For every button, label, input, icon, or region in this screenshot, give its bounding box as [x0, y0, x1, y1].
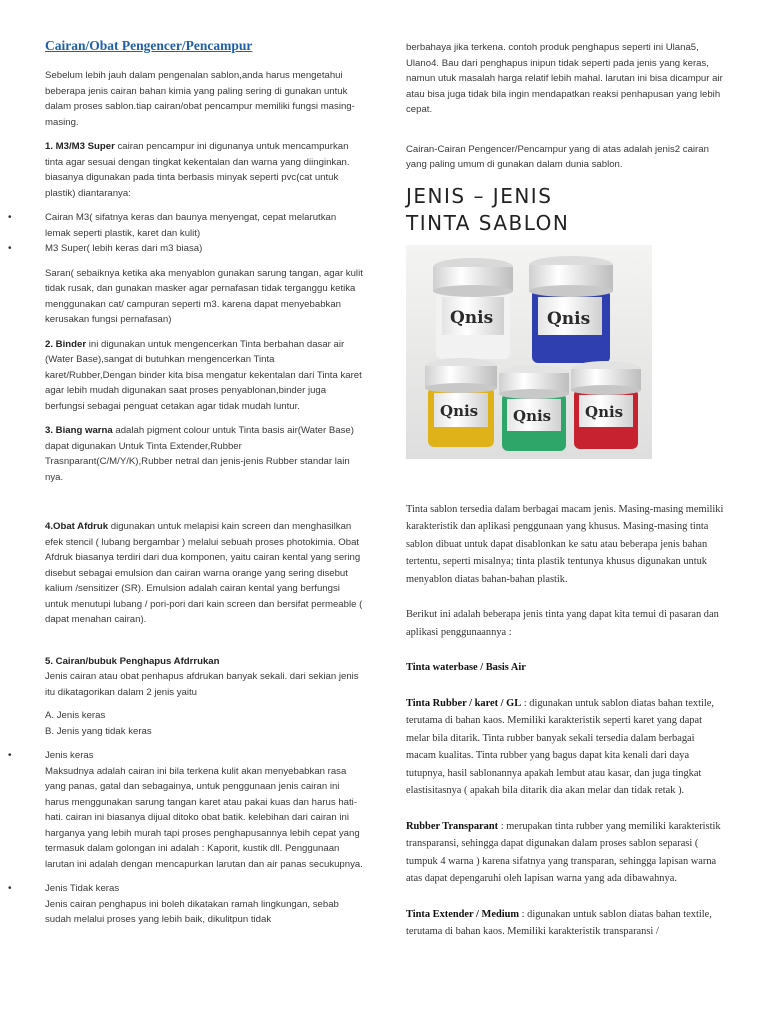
section-m3 — [45, 139, 363, 201]
section-penghapus-text: Jenis cairan atau obat penhapus afdrukan banyak sekali. dari sekian jenis itu dikatagorikan dalam 2 jenis yaitu — [45, 671, 359, 698]
heading-line-1: JENIS – JENIS — [406, 183, 553, 208]
section-obat-afdruk-heading: 4.Obat Afdruk — [45, 521, 109, 532]
tinta-extender-heading: Tinta Extender / Medium — [406, 908, 520, 920]
jar-yellow — [425, 358, 497, 447]
jenis-keras-text: Maksudnya adalah cairan ini bila terkena kulit akan menyebabkan rasa yang panas, gatal dan sebagainya, untuk penggunaan jenis cairan ini harus menggunakan sarung tangan karet atau pakai kuas dan harus hati-hati. cairan ini biasanya dijual ditoko obat batik. kelebihan dari cairan ini harganya yang lebih murah tapi proses penghapusannya lebih cepat yang termasuk dalam golongan ini adalah : Kaporit, kustik dll. Penggunaan larutan ini adalah dengan mencapurkan larutan dan air panas secukupnya. — [45, 765, 363, 870]
section-biang-warna-heading: 3. Biang warna — [45, 425, 113, 436]
m3-safety-note: Saran( sebaiknya ketika aka menyablon gunakan sarung tangan, agar kulit tidak rusak, dan gunakan masker agar pernafasan tidak terganggu ketika menggunakan cat/ campuran seperti m3. karena dapat menyebabkan kerusakan fungsi pernafasan) — [45, 267, 363, 325]
section-obat-afdruk — [45, 519, 363, 628]
jar-brand-label: Qnis — [450, 307, 494, 328]
category-b: B. Jenis yang tidak keras — [45, 725, 152, 737]
section-m3-heading: 1. M3/M3 Super — [45, 141, 115, 152]
tinta-waterbase-heading — [406, 659, 724, 677]
list-item: • M3 Super( lebih keras dari m3 biasa) — [45, 241, 363, 257]
summary-paragraph: Cairan-Cairan Pengencer/Pencampur yang di atas adalah jenis2 cairan yang paling umum di gunakan dalam dunia sablon. — [406, 143, 709, 170]
left-column — [45, 38, 363, 937]
jenis-keras-title: Jenis keras — [45, 750, 94, 761]
tinta-waterbase-title: Tinta waterbase / Basis Air — [406, 662, 526, 673]
jar-brand-label: Qnis — [585, 402, 624, 421]
section-penghapus-heading: 5. Cairan/bubuk Penghapus Afdrrukan — [45, 655, 220, 667]
m3-bullet-list — [45, 210, 363, 257]
section-binder — [45, 337, 363, 415]
category-a: A. Jenis keras — [45, 710, 106, 721]
section-binder-heading: 2. Binder — [45, 338, 87, 350]
rubber-transparant-paragraph — [406, 818, 724, 888]
intro-paragraph: Sebelum lebih jauh dalam pengenalan sablon,anda harus mengetahui beberapa jenis cairan bahan kimia yang paling sering di gunakan untuk dalam proses sablon.tiap cairan/obat pencampur memiliki fungsi masing-masing. — [45, 70, 355, 128]
list-item-jenis-keras — [45, 748, 363, 872]
jar-brand-label: Qnis — [440, 401, 479, 420]
jar-green — [499, 365, 569, 451]
tinta-extender-text: : digunakan untuk sablon diatas bahan textile, terutama di bahan kaos. Memiliki karakteristik transparansi / — [406, 908, 712, 937]
section-m3-text: cairan pencampur ini digunanya untuk mencampurkan tinta agar sesuai dengan tingkat kekentalan dan warna yang diinginkan. biasanya digunakan pada tinta berbasis minyak seperti pvc(cat untuk plastik) diantaranya: — [45, 141, 350, 199]
section-biang-warna — [45, 423, 363, 485]
heading-line-2: TINTA SABLON — [406, 210, 570, 235]
jenis-tidak-keras-title: Jenis Tidak keras — [45, 883, 120, 894]
rubber-transparant-text: : merupakan tinta rubber yang memiliki karakteristik transparansi, sehingga dapat digunakan dalam proses sablon separasi ( tumpuk 4 warna ) karena sifatnya yang transparan, sehingga lapisan warna atas dapat depengaruhi oleh lapisan warna yang ada dibawahnya. — [406, 820, 721, 884]
section-binder-text: ini digunakan untuk mengencerkan Tinta berbahan dasar air (Water Base),sangat di butuhkan mengencerkan Tinta karet/Rubber,Dengan binder kita bisa mengatur kekentalan dari Tinta karet agar lebih mudah digunakan saat proses penyablonan,binder juga berfungsi sebagai penguat cetakan agar tidak mudah luntur. — [45, 338, 362, 412]
penghapus-continued: berbahaya jika terkena. contoh produk penghapus seperti ini Ulana5, Ulano4. Bau dari penghapus inipun tidak seperti pada jenis yang keras, namun utuk masalah harga relatif lebih mahal. larutan ini bisa dicampur air atau bisa juga tidak bila ingin mendapatkan reaksi penhapusan yang lebih cepat. — [406, 42, 723, 115]
section-obat-afdruk-text: digunakan untuk melapisi kain screen dan menghasilkan efek stencil ( lubang bergambar ) melalui sebuah proses photokimia. Obat Afdruk biasanya terdiri dari dua komponen, yaitu cairan kental yang sering disebut sebagai emulsion dan cairan warna orange yang sering disebut kalium /sensitizer (SR). Emulsion adalah cairan kental yang berfungsi untuk menutupi lubang / pori-pori dari kain screen dan bersifat permeable ( dapat menahan cairan). — [45, 521, 363, 625]
article-title-link[interactable]: Cairan/Obat Pengencer/Pencampur — [45, 38, 253, 53]
section-biang-warna-text: adalah pigment colour untuk Tinta basis air(Water Base) dapat digunakan Untuk Tinta Extender,Rubber Trasnparant(C/M/Y/K),Rubber netral dan jenis-jenis Rubber standar lain nya. — [45, 425, 354, 483]
tinta-rubber-text: : digunakan untuk sablon diatas bahan textile, terutama di bahan kaos. Memiliki karakteristik seperti karet yang dapat melar bila ditarik. Tinta rubber banyak sekali tersedia dalam berbagai macam kualitas. Tinta rubber yang bagus dapat kita kenali dari daya tutupnya, hasil sablonannya apakah lembut atau kasar, dan juga tingkat elastisitasnya ( apakah bila ditarik dia akan melar dan tidak retak ). — [406, 697, 714, 796]
jar-back-left — [433, 258, 513, 359]
tinta-extender-paragraph — [406, 906, 724, 941]
jar-brand-label: Qnis — [513, 406, 552, 425]
section-heading-jenis-tinta — [406, 183, 724, 237]
section-penghapus — [45, 654, 363, 701]
tinta-list-intro: Berikut ini adalah beberapa jenis tinta yang dapat kita temui di pasaran dan aplikasi penggunaannya : — [406, 609, 719, 638]
ink-jars-photo — [406, 245, 652, 459]
tinta-rubber-heading: Tinta Rubber / karet / GL — [406, 697, 522, 709]
penghapus-category-list — [45, 708, 363, 739]
jar-back-right — [529, 256, 613, 363]
jenis-tidak-keras-text: Jenis cairan penghapus ini boleh dikatakan ramah lingkungan, sebab sudah melalui proses yang lebih baik, dikulitpun tidak — [45, 898, 339, 925]
jar-red — [571, 361, 641, 449]
list-item-jenis-tidak-keras — [45, 881, 363, 928]
jar-brand-label: Qnis — [547, 308, 591, 329]
list-item: • Cairan M3( sifatnya keras dan baunya menyengat, cepat melarutkan lemak seperti plastik, karet dan kulit) — [45, 210, 363, 241]
right-column — [406, 40, 724, 959]
rubber-transparant-heading: Rubber Transparant — [406, 820, 499, 832]
tinta-article-body — [406, 501, 724, 941]
tinta-intro-paragraph: Tinta sablon tersedia dalam berbagai macam jenis. Masing-masing memiliki karakteristik dan aplikasi penggunaan yang khusus. Masing-masing tinta sablon dibuat untuk dapat disablonkan ke satu atau beberapa jenis bahan tertentu, seperti misalnya; tinta plastik tentunya khusus digunakan untuk menyablon diatas bahan-bahan plastik. — [406, 503, 724, 585]
tinta-rubber-paragraph — [406, 695, 724, 800]
penghapus-bullet-list — [45, 748, 363, 928]
